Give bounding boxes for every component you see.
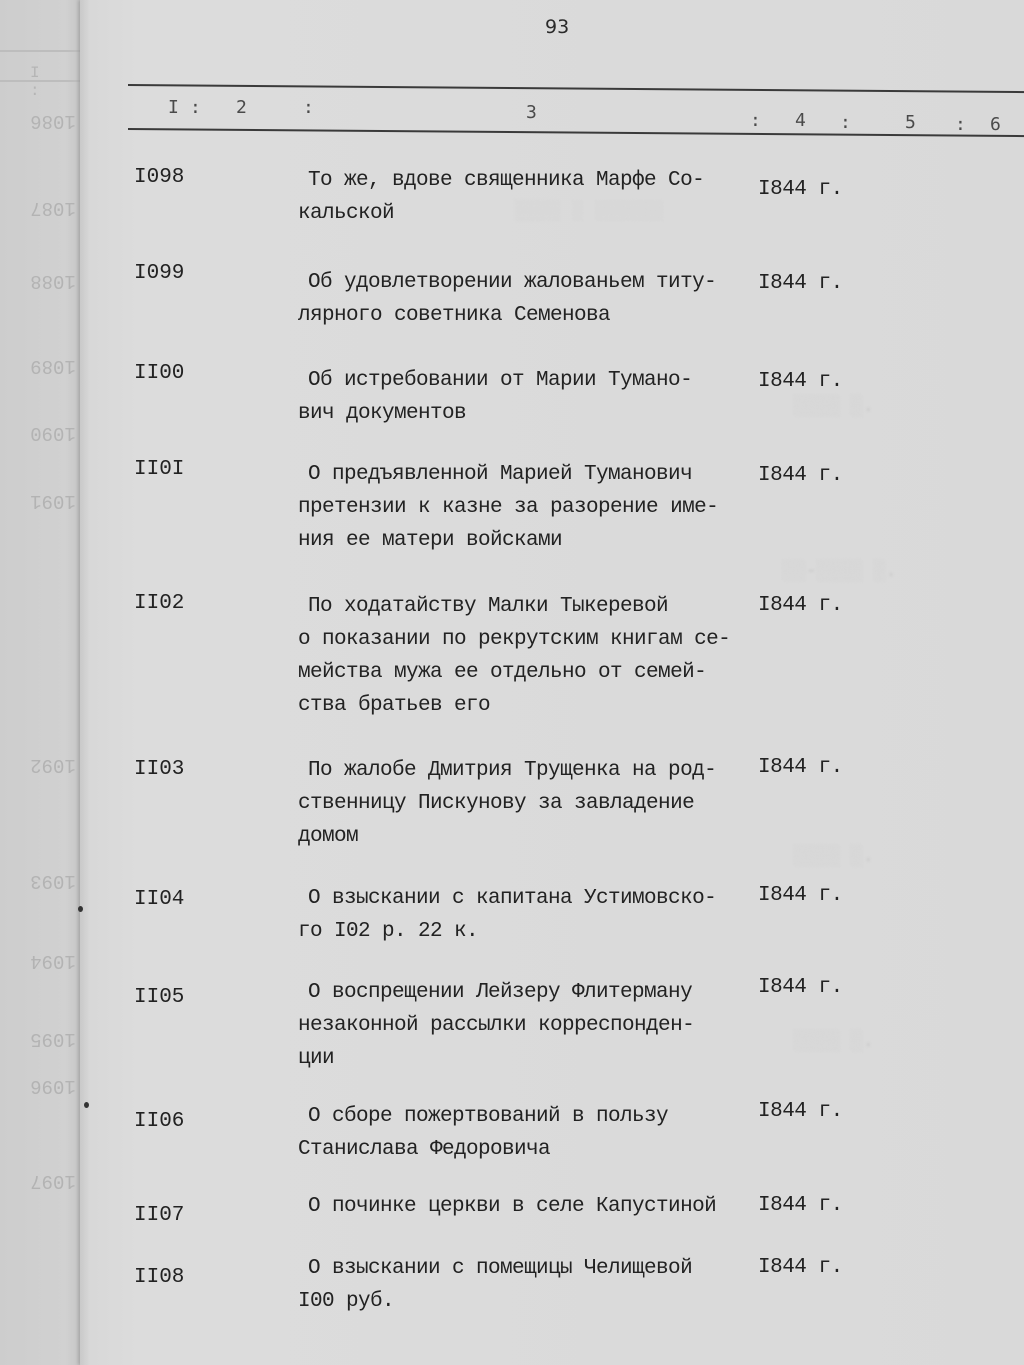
bleed-through-text: ░░░░ ░ ░░░░░░ (390, 200, 664, 222)
entry-line: ния ее матери войсками (298, 529, 563, 552)
ghost-header: I : (30, 64, 68, 100)
mirrored-number: 1089 (30, 355, 76, 377)
entry-number: II07 (134, 1204, 185, 1227)
entry-date: I844 г. (758, 370, 843, 393)
mirrored-number: 1093 (30, 870, 76, 892)
column-separator: : (190, 97, 201, 118)
entry-line: вич документов (298, 402, 467, 425)
entry-description (298, 882, 768, 948)
entry-line: Об истребовании от Марии Тумано- (308, 369, 693, 392)
entry-description (298, 754, 768, 853)
entry-line: о показании по рекрутским книгам се- (298, 628, 731, 651)
page-number: 93 (545, 16, 570, 38)
column-header-2: 2 (236, 97, 247, 118)
entry-line: О сборе пожертвований в пользу (308, 1105, 669, 1128)
entry-number: II0I (134, 458, 185, 481)
entry-number: II04 (134, 888, 185, 911)
entry-description (298, 1190, 768, 1223)
mirrored-number: 1091 (30, 490, 76, 512)
entry-line: ства братьев его (298, 694, 491, 717)
entry-number: II06 (134, 1110, 185, 1133)
entry-number: I099 (134, 262, 185, 285)
mirrored-number: 1094 (30, 950, 76, 972)
entry-line: I00 руб. (298, 1290, 395, 1313)
entry-line: лярного советника Семенова (298, 304, 611, 327)
entry-description (298, 976, 768, 1075)
mirrored-number: 1090 (30, 422, 76, 444)
bleed-through-text: ░░░░ ░. (760, 1030, 875, 1052)
mirrored-number: 1096 (30, 1075, 76, 1097)
entry-line: кальской (298, 202, 395, 225)
entry-line: Станислава Федоровича (298, 1138, 551, 1161)
entry-line: незаконной рассылки корреспонден- (298, 1014, 695, 1037)
entry-date: I844 г. (758, 272, 843, 295)
mirrored-number: 1092 (30, 754, 76, 776)
entry-line: домом (298, 825, 359, 848)
entry-description (298, 266, 768, 332)
entry-number: II03 (134, 758, 185, 781)
entry-line: О починке церкви в селе Капустиной (308, 1195, 717, 1218)
bleed-through-text: ░░░░ ░. (760, 845, 875, 867)
column-header-4: 4 (795, 110, 806, 131)
entry-description (298, 458, 768, 557)
entry-date: I844 г. (758, 1100, 843, 1123)
entry-line: По ходатайству Малки Тыкеревой (308, 595, 669, 618)
entry-number: II02 (134, 592, 185, 615)
column-separator: : (750, 110, 761, 131)
column-header-5: 5 (905, 112, 916, 133)
mirrored-number: 1097 (30, 1170, 76, 1192)
underlying-page-edge (0, 0, 82, 1365)
entry-date: I844 г. (758, 976, 843, 999)
entry-date: I844 г. (758, 1256, 843, 1279)
entry-number: II08 (134, 1266, 185, 1289)
bleed-through-text: ░░-░░░░ ░. (760, 560, 897, 582)
column-header-1: I (168, 97, 179, 118)
entry-date: I844 г. (758, 884, 843, 907)
column-separator: : (840, 112, 851, 133)
entry-line: Об удовлетворении жалованьем титу- (308, 271, 717, 294)
column-header-3: 3 (526, 102, 537, 123)
entry-number: II00 (134, 362, 185, 385)
entry-date: I844 г. (758, 756, 843, 779)
entry-line: ственницу Пискунову за завладение (298, 792, 695, 815)
entry-number: II05 (134, 986, 185, 1009)
entry-line: мейства мужа ее отдельно от семей- (298, 661, 707, 684)
entry-number: I098 (134, 166, 185, 189)
ghost-rule-top (0, 50, 82, 52)
entry-description (298, 1100, 768, 1166)
entry-description (298, 1252, 768, 1318)
entry-line: О предъявленной Марией Туманович (308, 463, 693, 486)
dust-speck (84, 1102, 89, 1108)
entry-line: го I02 р. 22 к. (298, 920, 479, 943)
entry-line: ции (298, 1047, 335, 1070)
mirrored-number: 1086 (30, 110, 76, 132)
entry-line: О взыскании с капитана Устимовско- (308, 887, 717, 910)
entry-line: претензии к казне за разорение име- (298, 496, 719, 519)
column-separator: : (303, 97, 314, 118)
entry-description (298, 164, 768, 230)
mirrored-number: 1087 (30, 197, 76, 219)
entry-date: I844 г. (758, 594, 843, 617)
dust-speck (78, 906, 83, 912)
mirrored-number: 1095 (30, 1028, 76, 1050)
entry-line: То же, вдове священника Марфе Со- (308, 169, 705, 192)
entry-line: О взыскании с помещицы Челищевой (308, 1257, 693, 1280)
entry-description (298, 364, 768, 430)
entry-line: По жалобе Дмитрия Трущенка на род- (308, 759, 717, 782)
column-header-6: 6 (990, 114, 1001, 135)
bleed-through-text: ░░░░ ░. (760, 395, 875, 417)
entry-description (298, 590, 768, 722)
entry-date: I844 г. (758, 1194, 843, 1217)
column-separator: : (955, 114, 966, 135)
entry-date: I844 г. (758, 178, 843, 201)
entry-date: I844 г. (758, 464, 843, 487)
entry-line: О воспрещении Лейзеру Флитерману (308, 981, 693, 1004)
mirrored-number: 1088 (30, 270, 76, 292)
